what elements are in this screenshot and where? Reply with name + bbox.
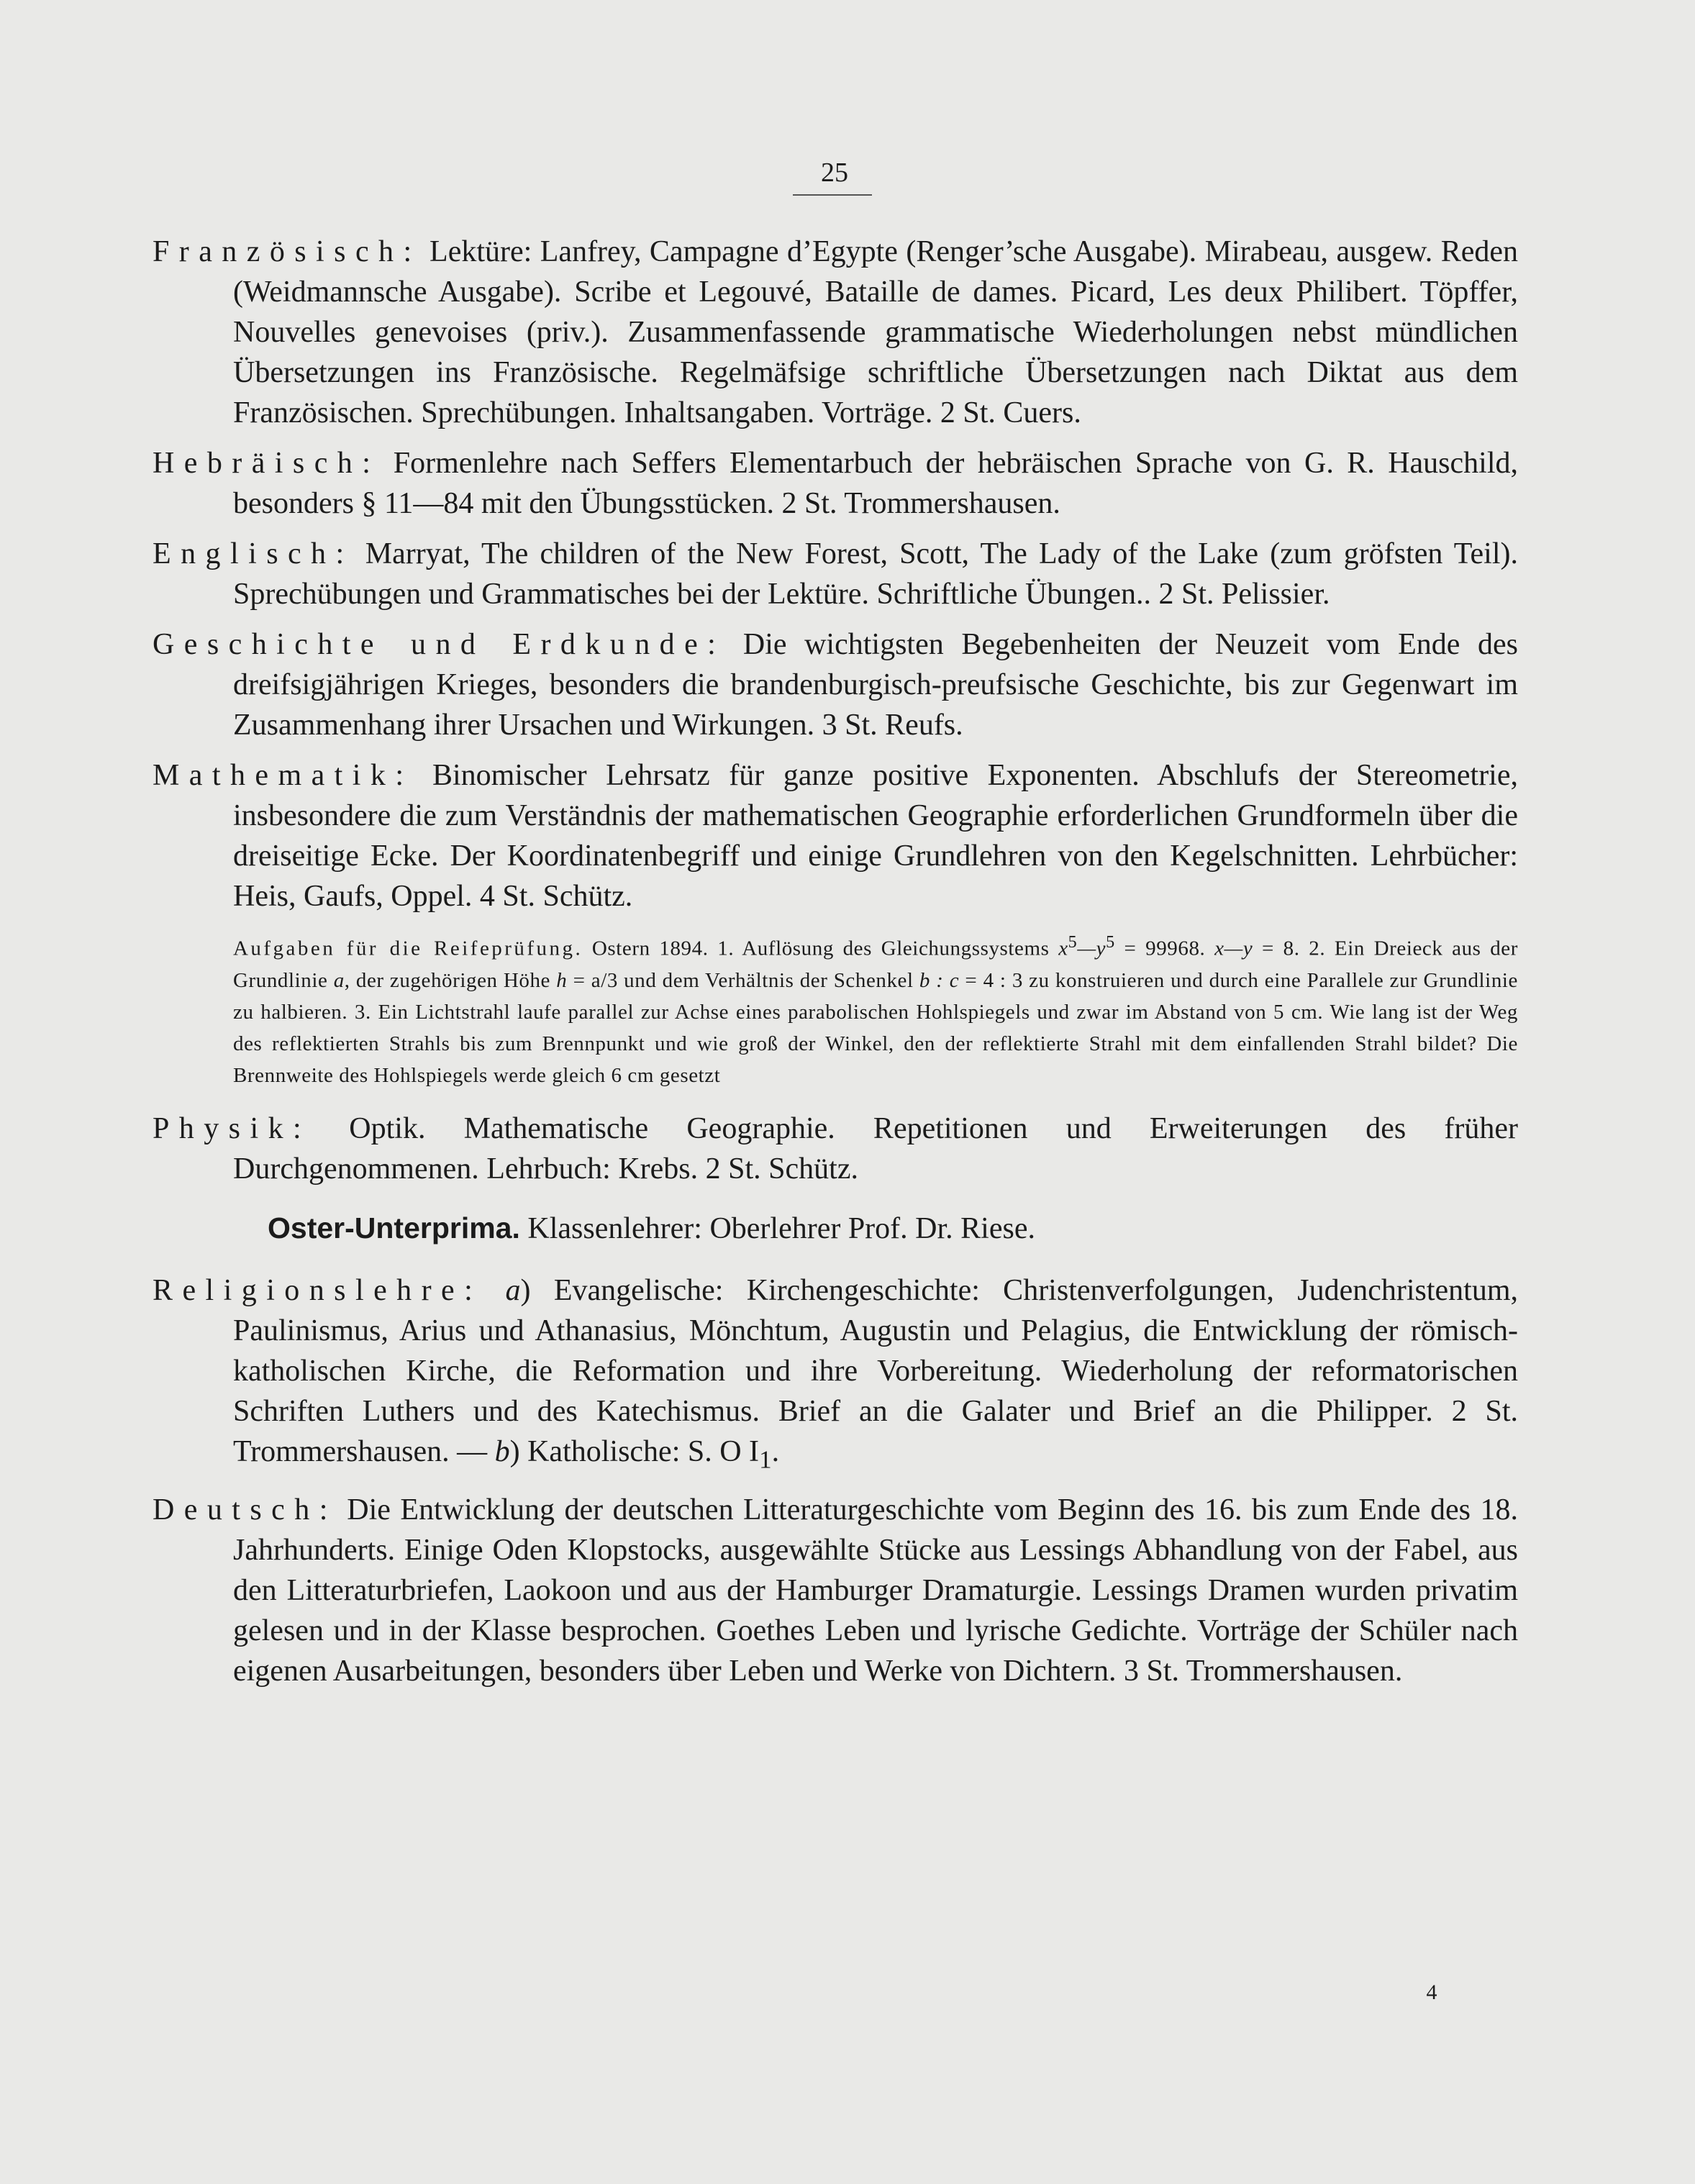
section-religion [153, 1270, 1518, 1480]
subscript: 1 [759, 1445, 772, 1474]
subject-heading: Physik: [153, 1111, 312, 1145]
note-text: , der zugehörigen Höhe [344, 968, 557, 992]
section-mathematik [153, 755, 1518, 916]
subject-heading: Deutsch: [153, 1493, 337, 1527]
section-deutsch [153, 1490, 1518, 1691]
math-var: x [1058, 937, 1068, 960]
section-franzoesisch [153, 232, 1518, 433]
class-teacher: Klassenlehrer: Oberlehrer Prof. Dr. Riese. [519, 1211, 1035, 1245]
subject-text: Optik. Mathematische Geographie. Repetitionen und Erweiterungen des früher Durchgenommenen. Lehrbuch: Krebs. 2 St. Schütz. [233, 1111, 1518, 1186]
math-exponent: 5 [1106, 932, 1115, 952]
list-marker: a [505, 1273, 521, 1307]
subject-text: Die Entwicklung der deutschen Litteraturgeschichte vom Beginn des 16. bis zum Ende des 18. Jahrhunderts. Einige Oden Klopstocks, ausgewählte Stücke aus Lessings Abhandlung von der Fabel, aus den Litteraturbriefen, Laokoon und aus der Hamburger Dramaturgie. Lessings Dramen wurden privatim gelesen und in der Klasse besprochen. Goethes Leben und lyrische Gedichte. Vorträge der Schüler nach eigenen Ausarbeitungen, besonders über Leben und Werke von Dichtern. 3 St. Trommershausen. [233, 1493, 1518, 1688]
subject-text: ) Evangelische: Kirchengeschichte: Christenverfolgungen, Judenchristentum, Paulinismus, Arius und Athanasius, Mönchtum, Augustin und Pelagius, die Entwicklung der römisch-katholischen Kirche, die Reformation und ihre Vorbereitung. Wiederholung der reformatorischen Schriften Luthers und des Katechismus. Brief an die Galater und Brief an die Philipper. 2 St. Trommershausen. — [233, 1273, 1519, 1468]
math-var: h [556, 968, 568, 992]
subject-heading: Hebräisch: [153, 447, 381, 480]
list-marker: b [494, 1434, 510, 1468]
note-text: = 99968. [1114, 937, 1215, 960]
math-exponent: 5 [1068, 932, 1078, 952]
class-title: Oster-Unterprima. [268, 1211, 520, 1245]
note-text: Ostern 1894. 1. Auflösung des Gleichungssystems [583, 937, 1059, 960]
math-var: —y [1077, 937, 1106, 960]
subject-heading: Englisch: [153, 537, 354, 570]
class-section-heading [153, 1208, 1518, 1249]
note-text: = a/3 und dem Verhältnis der Schenkel [567, 968, 919, 992]
subject-text: Marryat, The children of the New Forest, Scott, The Lady of the Lake (zum gröfsten Teil). Sprechübungen und Grammatisches bei der Lektüre. Schriftliche Übungen.. 2 St. Pelissier. [233, 537, 1518, 611]
subject-text: ) Katholische: S. O I [509, 1434, 760, 1468]
subject-text: . [771, 1434, 780, 1468]
subject-heading: Geschichte und Erdkunde: [153, 628, 726, 661]
page-number: 25 [821, 158, 848, 188]
section-englisch [153, 534, 1518, 614]
section-physik [153, 1109, 1518, 1189]
section-hebraeisch [153, 443, 1518, 524]
math-var: b : c [919, 968, 960, 992]
subject-text: Die wichtigsten Begebenheiten der Neuzeit vom Ende des dreifsigjährigen Krieges, besonders die brandenburgisch-preufsische Geschichte, bis zur Gegenwart im Zusammenhang ihrer Ursachen und Wirkungen. 3 St. Reufs. [233, 628, 1519, 742]
subject-text: Formenlehre nach Seffers Elementarbuch der hebräischen Sprache von G. R. Hauschild, besonders § 11—84 mit den Übungsstücken. 2 St. Trommershausen. [233, 447, 1518, 520]
subject-heading: Französisch: [153, 235, 422, 268]
exam-tasks-lead: Aufgaben für die Reifeprüfung. [233, 937, 583, 960]
subject-text: Binomischer Lehrsatz für ganze positive Exponenten. Abschlufs der Stereometrie, insbesondere die zum Verständnis der mathematischen Geographie erforderlichen Grundformeln über die dreiseitige Ecke. Der Koordinatenbegriff und einige Grundlehren von den Kegelschnitten. Lehrbücher: Heis, Gaufs, Oppel. 4 St. Schütz. [233, 759, 1518, 913]
exam-tasks-note [153, 927, 1518, 1091]
note-text: = 4 : 3 zu konstruieren und durch eine Parallele zur Grundlinie zu halbieren. 3. Ein Lichtstrahl laufe parallel zur Achse eines parabolischen Hohlspiegels und zwar im Abstand von 5 cm. Wie lang ist der Weg des reflektierten Strahls bis zum Brennpunkt und wie groß der Winkel, den der reflektierte Strahl mit dem einfallenden Strahl bildet? Die Brennweite des Hohlspiegels werde gleich 6 cm gesetzt [233, 968, 1518, 1087]
subject-heading: Religionslehre: [153, 1273, 483, 1307]
subject-text: Lektüre: Lanfrey, Campagne d’Egypte (Renger’sche Ausgabe). Mirabeau, ausgew. Reden (Weidmannsche Ausgabe). Scribe et Legouvé, Bataille de dames. Picard, Les deux Philibert. Töpffer, Nouvelles genevoises (priv.). Zusammenfassende grammatische Wiederholungen nebst mündlichen Übersetzungen ins Französische. Regelmäfsige schriftliche Übersetzungen nach Diktat aus dem Französischen. Sprechübungen. Inhaltsangaben. Vorträge. 2 St. Cuers. [233, 235, 1518, 429]
math-var: x—y [1214, 937, 1253, 960]
math-var: a [333, 968, 345, 992]
section-geschichte [153, 624, 1518, 745]
page-number-rule [793, 194, 872, 196]
note-text: = 8. 2. Ein Dreieck aus der Grundlinie [233, 937, 1518, 992]
page-body [153, 232, 1518, 1701]
signature-mark: 4 [1426, 1980, 1437, 2004]
subject-heading: Mathematik: [153, 759, 414, 792]
